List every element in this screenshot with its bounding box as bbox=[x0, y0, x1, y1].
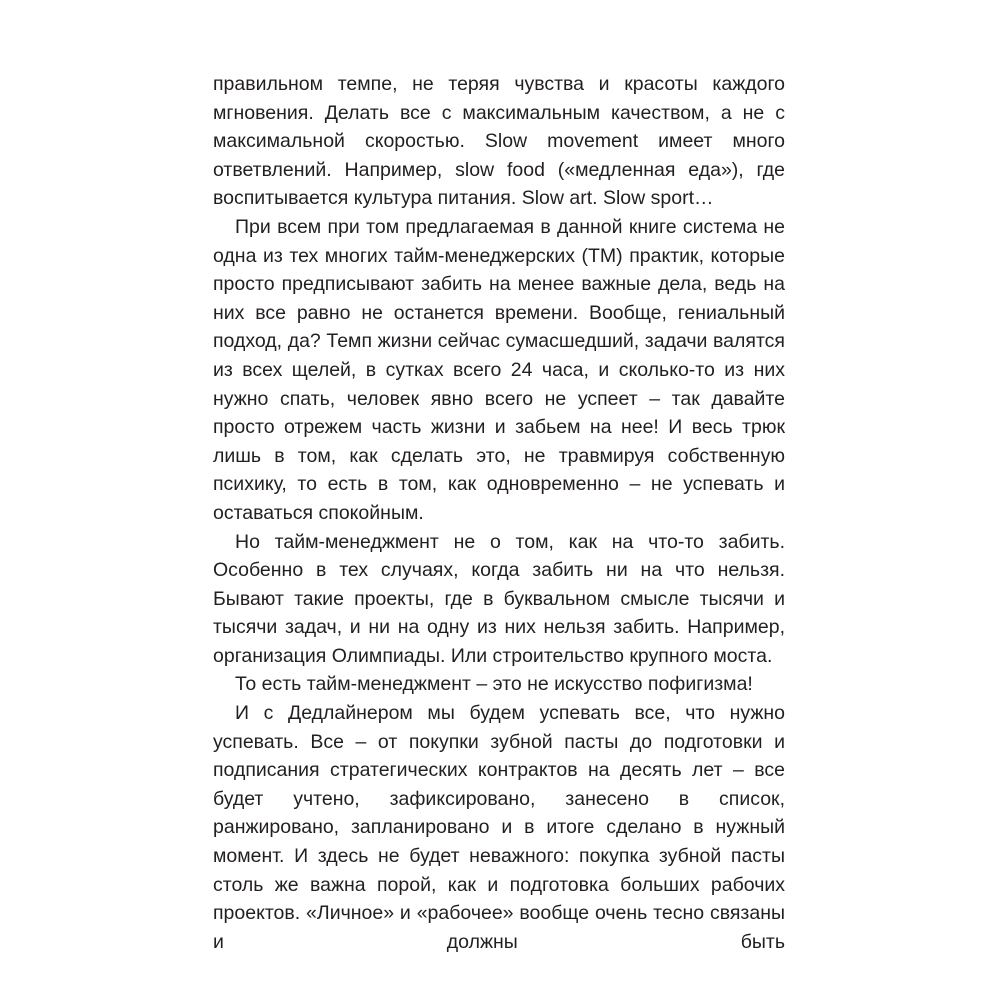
book-page bbox=[213, 70, 785, 956]
paragraph-deadliner: И с Дедлайнером мы будем успевать все, что нужно успевать. Все – от покупки зубной пасты до подготовки и подписания стратегических контрактов на десять лет – все будет учтено, зафиксировано, занесено в список, ранжировано, запланировано и в итоге сделано в нужный момент. И здесь не будет неважного: покупка зубной пасты столь же важна порой, как и подготовка больших рабочих проектов. «Личное» и «рабочее» вообще очень тесно связаны и должны быть bbox=[213, 702, 785, 953]
paragraph-not-about-ignoring: Но тайм-менеджмент не о том, как на что-то забить. Особенно в тех случаях, когда забить ни на что нельзя. Бывают такие проекты, где в буквальном смысле тысячи и тысячи задач, и ни на одну из них нельзя забить. Например, организация Олимпиады. Или строительство крупного моста. bbox=[213, 530, 785, 667]
paragraph-not-indifference: То есть тайм-менеджмент – это не искусство пофигизма! bbox=[235, 673, 753, 696]
paragraph-slow-movement: правильном темпе, не теряя чувства и красоты каждого мгновения. Делать все с максимальным качеством, а не с максимальной скоростью. Slow movement имеет много ответвлений. Например, slow food («медленная еда»), где воспитывается культура питания. Slow art. Slow sport… bbox=[213, 73, 785, 210]
paragraph-tm-practices: При всем при том предлагаемая в данной книге система не одна из тех многих тайм-менеджерских (ТМ) практик, которые просто предписывают забить на менее важные дела, ведь на них все равно не останется времени. Вообще, гениальный подход, да? Темп жизни сейчас сумасшедший, задачи валятся из всех щелей, в сутках всего 24 часа, и сколько-то из них нужно спать, человек явно всего не успеет – так давайте просто отрежем часть жизни и забьем на нее! И весь трюк лишь в том, как сделать это, не травмируя собственную психику, то есть в том, как одновременно – не успевать и оставаться спокойным. bbox=[213, 215, 785, 524]
